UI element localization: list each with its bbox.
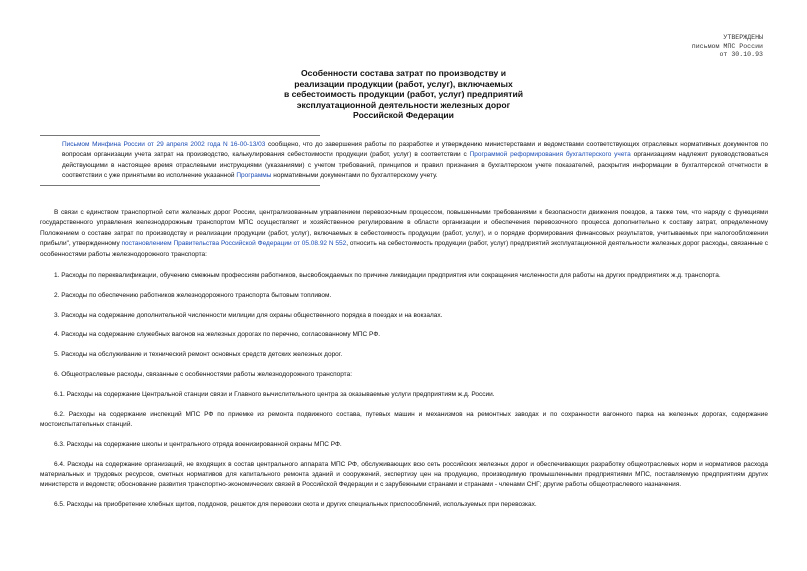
list-item: 5. Расходы на обслуживание и технический ремонт основных средств детских железных дорог. (54, 351, 343, 359)
list-item: 6.3. Расходы на содержание школы и центрального отряда военизированной охраны МПС РФ. (54, 440, 342, 448)
list-item: 6.2. Расходы на содержание инспекций МПС РФ по приемке из ремонта подвижного состава, путевых машин и механизмов на ремонтных заводах и по сохранности вагонного парка на железных дорогах, содержание мостоиспытательных станций. (40, 410, 768, 429)
note-paragraph (40, 140, 768, 182)
editorial-note (40, 140, 768, 182)
list-item: 3. Расходы на содержание дополнительной численности милиции для охраны общественного порядка в поездах и на вокзалах. (54, 311, 443, 319)
title-line-4: эксплуатационной деятельности железных дорог (296, 99, 511, 110)
program-link[interactable]: Программы (236, 172, 272, 180)
document-body (40, 208, 768, 520)
note-bottom-rule (40, 185, 320, 186)
list-item: 1. Расходы по переквалификации, обучению смежным профессиям работников, высвобождаемых по причине ликвидации предприятия или сокращения численности для работы на других предприятиях ж.д. транспорта. (54, 272, 721, 280)
title-line-3: в себестоимость продукции (работ, услуг) предприятий (283, 89, 524, 100)
minfin-letter-link[interactable]: Письмом Минфина России от 29 апреля 2002 года N 16-00-13/03 (62, 141, 266, 148)
list-item: 6.1. Расходы на содержание Центральной станции связи и Главного вычислительного центра за оказываемые услуги предприятиям ж.д. России. (54, 390, 495, 398)
approval-line-1: УТВЕРЖДЕНЫ (723, 34, 763, 41)
document-title (0, 68, 807, 121)
approval-stamp (692, 34, 763, 60)
list-item: 6.5. Расходы на приобретение хлебных щитов, поддонов, решеток для перевозки скота и других специальных приспособлений, используемых при перевозках. (54, 501, 537, 509)
intro-text-2: , относить на себестоимость продукции (работ, услуг) предприятий эксплуатационной деятельности железных дорог расходы, связанные с особенностями работы железнодорожного транспорта: (40, 240, 768, 258)
title-line-1: Особенности состава затрат по производству и (301, 68, 506, 78)
list-item: 2. Расходы по обеспечению работников железнодорожного транспорта бытовым топливом. (54, 291, 332, 299)
government-resolution-link[interactable]: постановлением Правительства Российской Федерации от 05.08.92 N 552 (121, 240, 347, 248)
intro-text-1: В связи с единством транспортной сети железных дорог России, централизованным управлением перевозочным процессом, повышенными требованиями к безопасности движения поездов, а также тем, что наряду с функциями государственного управления железнодорожным транспортом МПС осуществляет и хозяйственное регулирование в области организации и обеспечения перевозочного процесса дополнительно к составу затрат, определенному Положением о составе затрат по производству и реализации продукции (работ, услуг), включаемых в себестоимость продукции (работ, услуг), и о порядке формирования финансовых результатов, учитываемых при налогообложении прибыли", утвержденному (40, 209, 768, 248)
list-item: 6.4. Расходы на содержание организаций, не входящих в состав центрального аппарата МПС РФ, обслуживающих всю сеть российских железных дорог и обеспечивающих разработку общеотраслевых норм и нормативов расхода материальных и трудовых ресурсов, сметных нормативов для капитального ремонта зданий и сооружений, экспертизу цен на продукцию, производимую промышленными предприятиями МПС, поставляемую предприятиям других министерств и ведомств; обоснование развития транспортно-экономических связей в Российской Федерации и с зарубежными странами и странами - членами СНГ; другие работы общеотраслевого назначения. (40, 460, 768, 489)
list-item: 4. Расходы на содержание служебных вагонов на железных дорогах по перечню, согласованному МПС РФ. (54, 331, 381, 339)
list-item: 6. Общеотраслевые расходы, связанные с особенностями работы железнодорожного транспорта: (54, 371, 353, 379)
intro-paragraph (40, 208, 768, 260)
reform-program-link[interactable]: Программой реформирования бухгалтерского учета (469, 151, 631, 159)
note-text-1: сообщено, что до завершения работы по разработке и утверждению министерствами и ведомствами соответствующих отраслевых нормативных документов по вопросам организации учета затрат на производство, калькулирования себестоимости продукции (работ, услуг) в соответствии с (62, 141, 769, 159)
approval-line-3: от 30.10.93 (719, 51, 763, 59)
title-line-2: реализации продукции (работ, услуг), включаемых (294, 78, 513, 89)
approval-line-2: письмом МПС России (691, 42, 763, 50)
title-line-5: Российской Федерации (353, 110, 454, 121)
note-text-2: организациям надлежит руководствоваться действующими в настоящее время отраслевыми инструкциями (указаниями) с учетом требований, принципов и правил признания в бухгалтерском учете показателей, раскрытия информации в бухгалтерской отчетности в соответствии с уже принятыми во исполнение указанной (62, 151, 768, 180)
note-text-3: нормативными документами по бухгалтерскому учету. (271, 172, 438, 180)
note-top-rule (40, 135, 320, 136)
